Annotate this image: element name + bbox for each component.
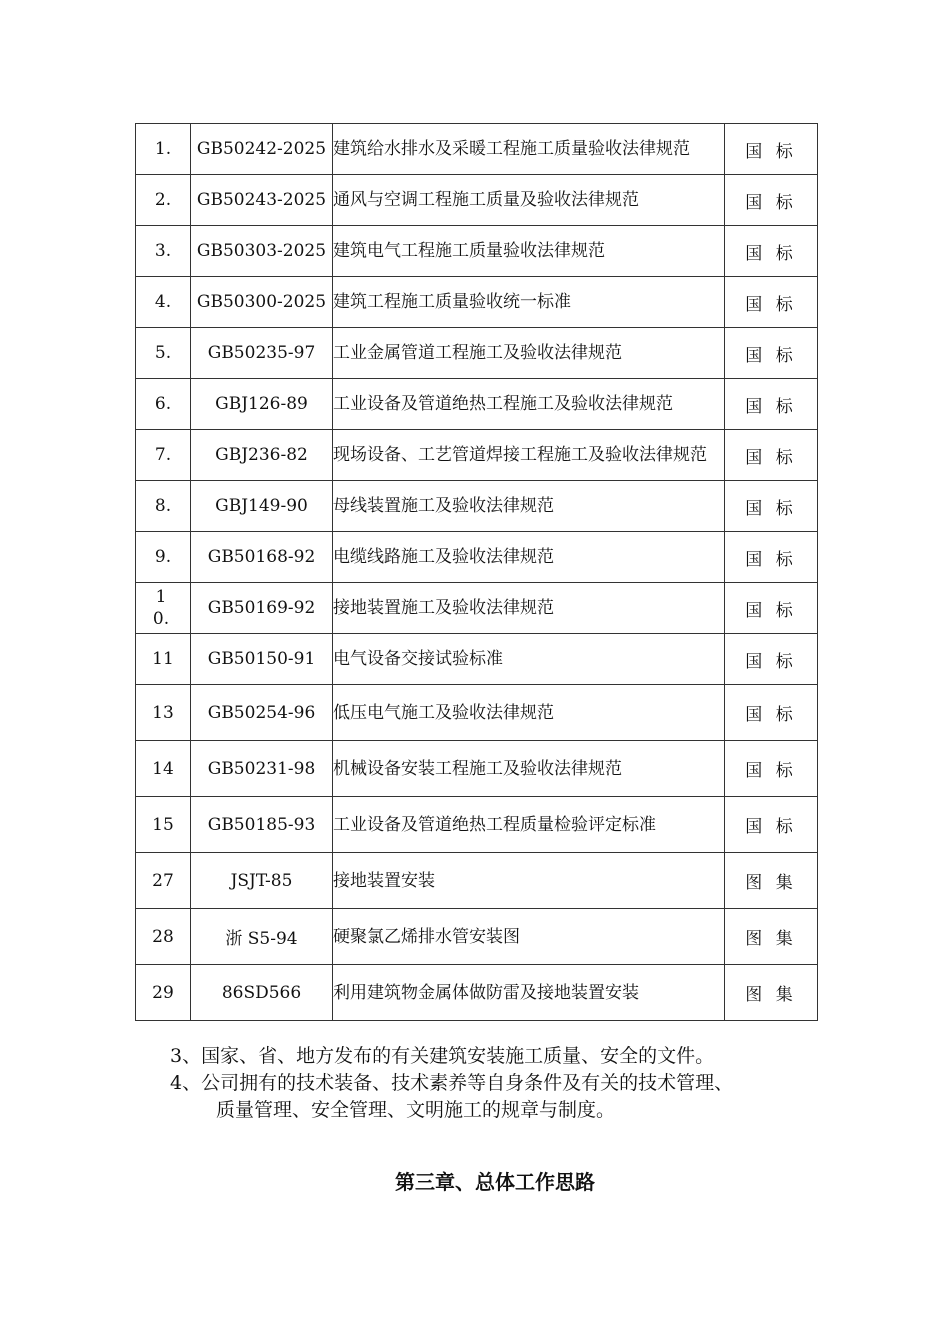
standards-table xyxy=(135,123,818,1021)
standard-type: 国 标 xyxy=(725,634,818,685)
standard-type: 国 标 xyxy=(725,481,818,532)
row-number: 15 xyxy=(136,797,191,853)
standard-code: GB50185-93 xyxy=(191,797,333,853)
table-row xyxy=(136,379,818,430)
table-row xyxy=(136,853,818,909)
table-row xyxy=(136,481,818,532)
row-number: 27 xyxy=(136,853,191,909)
basis-item-3: 3、国家、省、地方发布的有关建筑安装施工质量、安全的文件。 xyxy=(170,1045,715,1067)
row-number: 1. xyxy=(136,124,191,175)
standard-code: GB50243-2025 xyxy=(191,175,333,226)
standard-type: 国 标 xyxy=(725,277,818,328)
standard-name: 工业设备及管道绝热工程质量检验评定标准 xyxy=(333,797,725,853)
standard-type: 国 标 xyxy=(725,685,818,741)
standard-code: GB50168-92 xyxy=(191,532,333,583)
standard-type: 图 集 xyxy=(725,853,818,909)
row-number: 9. xyxy=(136,532,191,583)
table-row xyxy=(136,175,818,226)
standard-code: 浙 S5-94 xyxy=(191,909,333,965)
standard-type: 国 标 xyxy=(725,430,818,481)
standard-code: 86SD566 xyxy=(191,965,333,1021)
row-number: 6. xyxy=(136,379,191,430)
standard-code: JSJT-85 xyxy=(191,853,333,909)
standard-name: 建筑工程施工质量验收统一标准 xyxy=(333,277,725,328)
row-number: 13 xyxy=(136,685,191,741)
row-number: 5. xyxy=(136,328,191,379)
table-row xyxy=(136,226,818,277)
standards-table-body xyxy=(136,124,818,1021)
row-number: 7. xyxy=(136,430,191,481)
standard-type: 国 标 xyxy=(725,124,818,175)
standard-code: GB50231-98 xyxy=(191,741,333,797)
table-row xyxy=(136,583,818,634)
standard-type: 图 集 xyxy=(725,965,818,1021)
row-number: 29 xyxy=(136,965,191,1021)
standard-name: 利用建筑物金属体做防雷及接地装置安装 xyxy=(333,965,725,1021)
row-number: 28 xyxy=(136,909,191,965)
standard-name: 通风与空调工程施工质量及验收法律规范 xyxy=(333,175,725,226)
standard-code: GBJ126-89 xyxy=(191,379,333,430)
table-row xyxy=(136,909,818,965)
table-row xyxy=(136,965,818,1021)
standard-name: 电气设备交接试验标准 xyxy=(333,634,725,685)
standard-type: 图 集 xyxy=(725,909,818,965)
standard-type: 国 标 xyxy=(725,583,818,634)
standard-code: GB50150-91 xyxy=(191,634,333,685)
standard-name: 机械设备安装工程施工及验收法律规范 xyxy=(333,741,725,797)
standard-type: 国 标 xyxy=(725,741,818,797)
standard-code: GB50235-97 xyxy=(191,328,333,379)
standard-code: GB50169-92 xyxy=(191,583,333,634)
table-row xyxy=(136,797,818,853)
basis-item-4-line2: 质量管理、安全管理、文明施工的规章与制度。 xyxy=(216,1099,616,1121)
standard-code: GBJ236-82 xyxy=(191,430,333,481)
table-row xyxy=(136,328,818,379)
standard-type: 国 标 xyxy=(725,797,818,853)
row-number: 3. xyxy=(136,226,191,277)
table-row xyxy=(136,532,818,583)
standard-code: GB50242-2025 xyxy=(191,124,333,175)
standard-name: 工业设备及管道绝热工程施工及验收法律规范 xyxy=(333,379,725,430)
standard-type: 国 标 xyxy=(725,328,818,379)
standard-type: 国 标 xyxy=(725,379,818,430)
table-row xyxy=(136,124,818,175)
row-number: 11 xyxy=(136,634,191,685)
basis-item-4-line1: 4、公司拥有的技术装备、技术素养等自身条件及有关的技术管理、 xyxy=(170,1072,734,1094)
row-number: 2. xyxy=(136,175,191,226)
table-row xyxy=(136,634,818,685)
chapter-heading: 第三章、总体工作思路 xyxy=(395,1170,595,1194)
standard-type: 国 标 xyxy=(725,175,818,226)
standard-name: 建筑电气工程施工质量验收法律规范 xyxy=(333,226,725,277)
row-number: 8. xyxy=(136,481,191,532)
table-row xyxy=(136,277,818,328)
standard-name: 工业金属管道工程施工及验收法律规范 xyxy=(333,328,725,379)
standard-code: GBJ149-90 xyxy=(191,481,333,532)
row-number: 4. xyxy=(136,277,191,328)
standard-name: 建筑给水排水及采暖工程施工质量验收法律规范 xyxy=(333,124,725,175)
standard-type: 国 标 xyxy=(725,532,818,583)
standard-name: 母线装置施工及验收法律规范 xyxy=(333,481,725,532)
standard-code: GB50300-2025 xyxy=(191,277,333,328)
standard-type: 国 标 xyxy=(725,226,818,277)
standard-name: 低压电气施工及验收法律规范 xyxy=(333,685,725,741)
table-row xyxy=(136,685,818,741)
table-row xyxy=(136,430,818,481)
standard-code: GB50254-96 xyxy=(191,685,333,741)
row-number: 10. xyxy=(136,583,191,634)
standard-name: 现场设备、工艺管道焊接工程施工及验收法律规范 xyxy=(333,430,725,481)
standard-name: 电缆线路施工及验收法律规范 xyxy=(333,532,725,583)
row-number: 14 xyxy=(136,741,191,797)
standard-name: 接地装置施工及验收法律规范 xyxy=(333,583,725,634)
standard-name: 硬聚氯乙烯排水管安装图 xyxy=(333,909,725,965)
standard-code: GB50303-2025 xyxy=(191,226,333,277)
standard-name: 接地装置安装 xyxy=(333,853,725,909)
table-row xyxy=(136,741,818,797)
